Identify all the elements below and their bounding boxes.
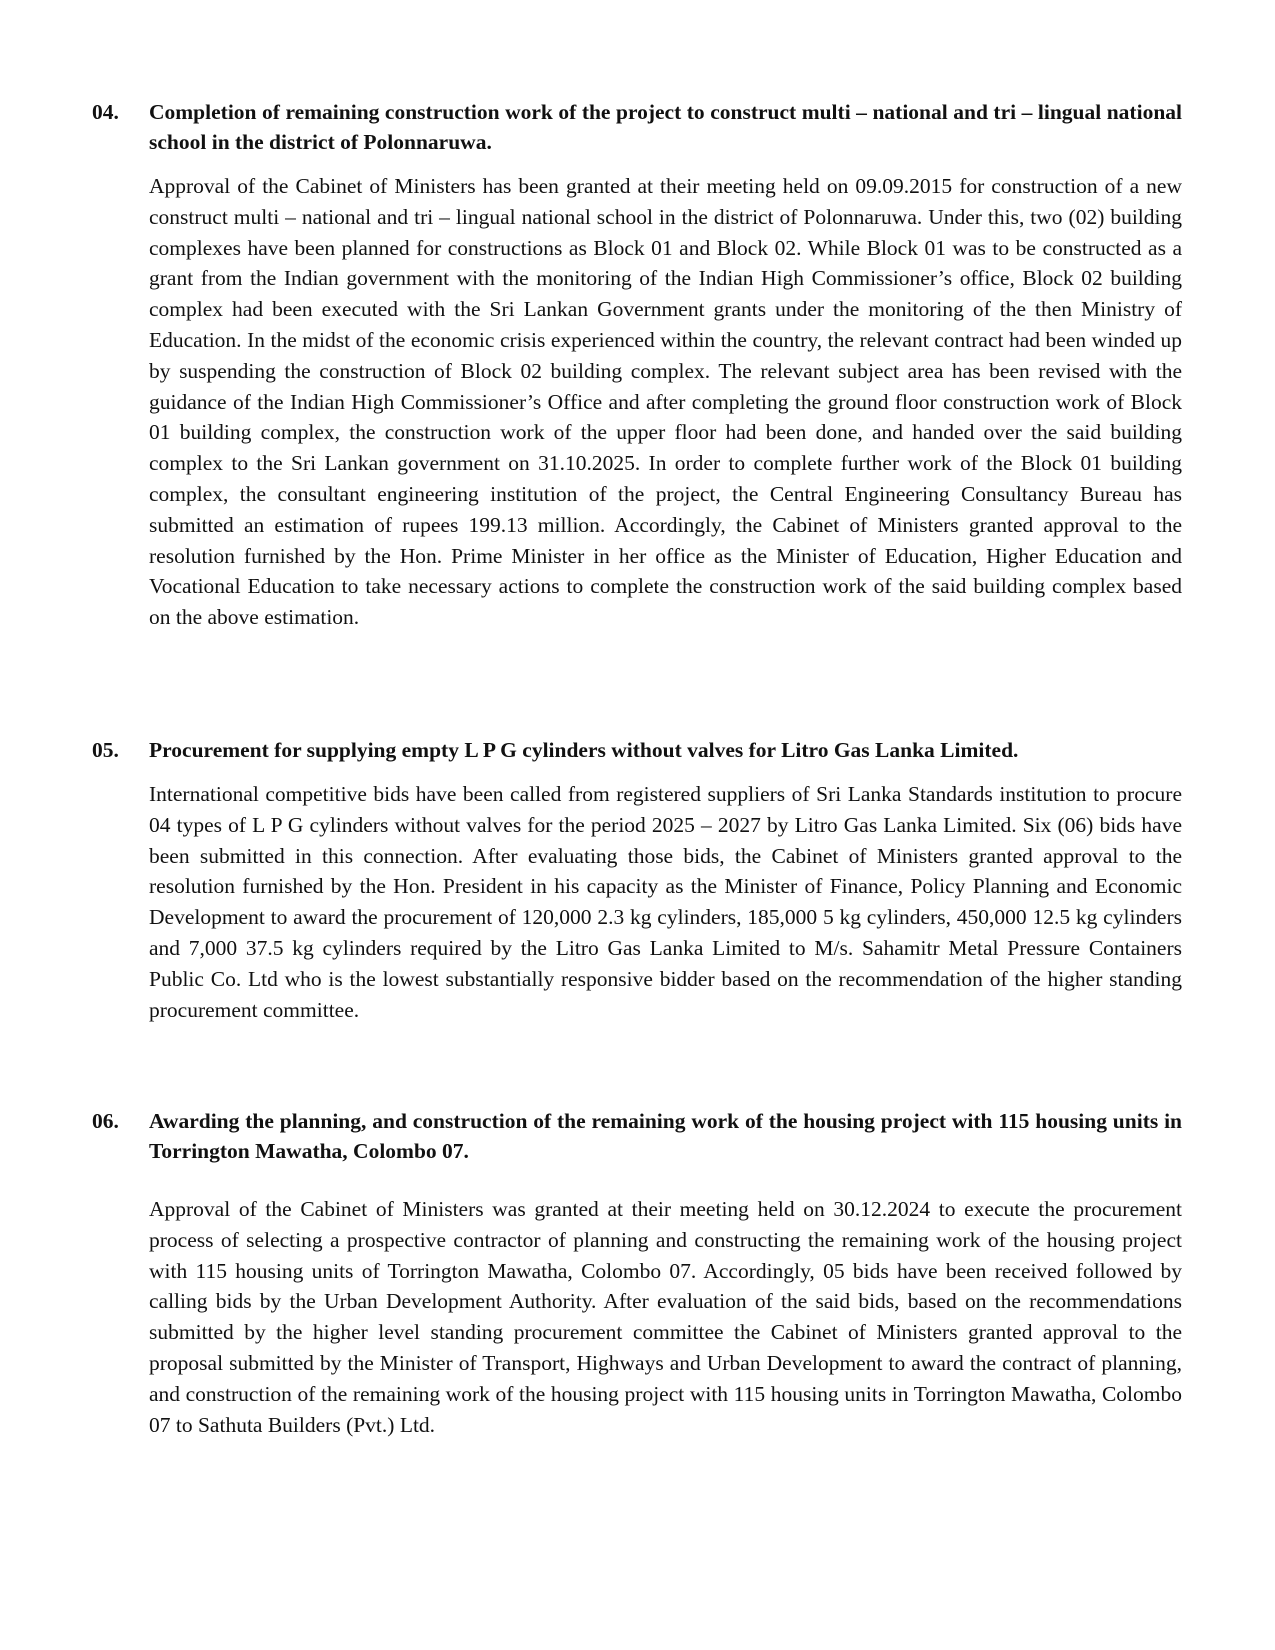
section-heading — [92, 1106, 1182, 1166]
section-heading — [92, 97, 1182, 157]
section-06 — [92, 1106, 1182, 1440]
section-body: Approval of the Cabinet of Ministers was granted at their meeting held on 30.12.2024 to execute the procurement process of selecting a prospective contractor of planning and constructing the remaining work of the housing project with 115 housing units of Torrington Mawatha, Colombo 07. Accordingly, 05 bids have been received followed by calling bids by the Urban Development Authority. After evaluation of the said bids, based on the recommendations submitted by the higher level standing procurement committee the Cabinet of Ministers granted approval to the proposal submitted by the Minister of Transport, Highways and Urban Development to award the contract of planning, and construction of the remaining work of the housing project with 115 housing units in Torrington Mawatha, Colombo 07 to Sathuta Builders (Pvt.) Ltd. — [149, 1197, 1182, 1437]
section-number: 04. — [92, 100, 119, 124]
section-number: 06. — [92, 1109, 119, 1133]
section-body: Approval of the Cabinet of Ministers has been granted at their meeting held on 09.09.2015 for construction of a new construct multi – national and tri – lingual national school in the district of Polonnaruwa. Under this, two (02) building complexes have been planned for constructions as Block 01 and Block 02. While Block 01 was to be constructed as a grant from the Indian government with the monitoring of the Indian High Commissioner’s office, Block 02 building complex had been executed with the Sri Lankan Government grants under the monitoring of the then Ministry of Education. In the midst of the economic crisis experienced within the country, the relevant contract had been winded up by suspending the construction of Block 02 building complex. The relevant subject area has been revised with the guidance of the Indian High Commissioner’s Office and after completing the ground floor construction work of Block 01 building complex, the construction work of the upper floor had been done, and handed over the said building complex to the Sri Lankan government on 31.10.2025. In order to complete further work of the Block 01 building complex, the consultant engineering institution of the project, the Central Engineering Consultancy Bureau has submitted an estimation of rupees 199.13 million. Accordingly, the Cabinet of Ministers granted approval to the resolution furnished by the Hon. Prime Minister in her office as the Minister of Education, Higher Education and Vocational Education to take necessary actions to complete the construction work of the said building complex based on the above estimation. — [149, 174, 1182, 630]
section-title: Completion of remaining construction work of the project to construct multi – national and tri – lingual national school in the district of Polonnaruwa. — [149, 100, 1182, 154]
section-number: 05. — [92, 738, 119, 762]
section-heading — [92, 735, 1182, 765]
section-body: International competitive bids have been called from registered suppliers of Sri Lanka Standards institution to procure 04 types of L P G cylinders without valves for the period 2025 – 2027 by Litro Gas Lanka Limited. Six (06) bids have been submitted in this connection. After evaluating those bids, the Cabinet of Ministers granted approval to the resolution furnished by the Hon. President in his capacity as the Minister of Finance, Policy Planning and Economic Development to award the procurement of 120,000 2.3 kg cylinders, 185,000 5 kg cylinders, 450,000 12.5 kg cylinders and 7,000 37.5 kg cylinders required by the Litro Gas Lanka Limited to M/s. Sahamitr Metal Pressure Containers Public Co. Ltd who is the lowest substantially responsive bidder based on the recommendation of the higher standing procurement committee. — [149, 782, 1182, 1022]
section-title: Awarding the planning, and construction of the remaining work of the housing project with 115 housing units in Torrington Mawatha, Colombo 07. — [149, 1109, 1182, 1163]
section-title: Procurement for supplying empty L P G cylinders without valves for Litro Gas Lanka Limited. — [149, 738, 1019, 762]
section-05 — [92, 735, 1182, 1025]
section-04 — [92, 97, 1182, 633]
